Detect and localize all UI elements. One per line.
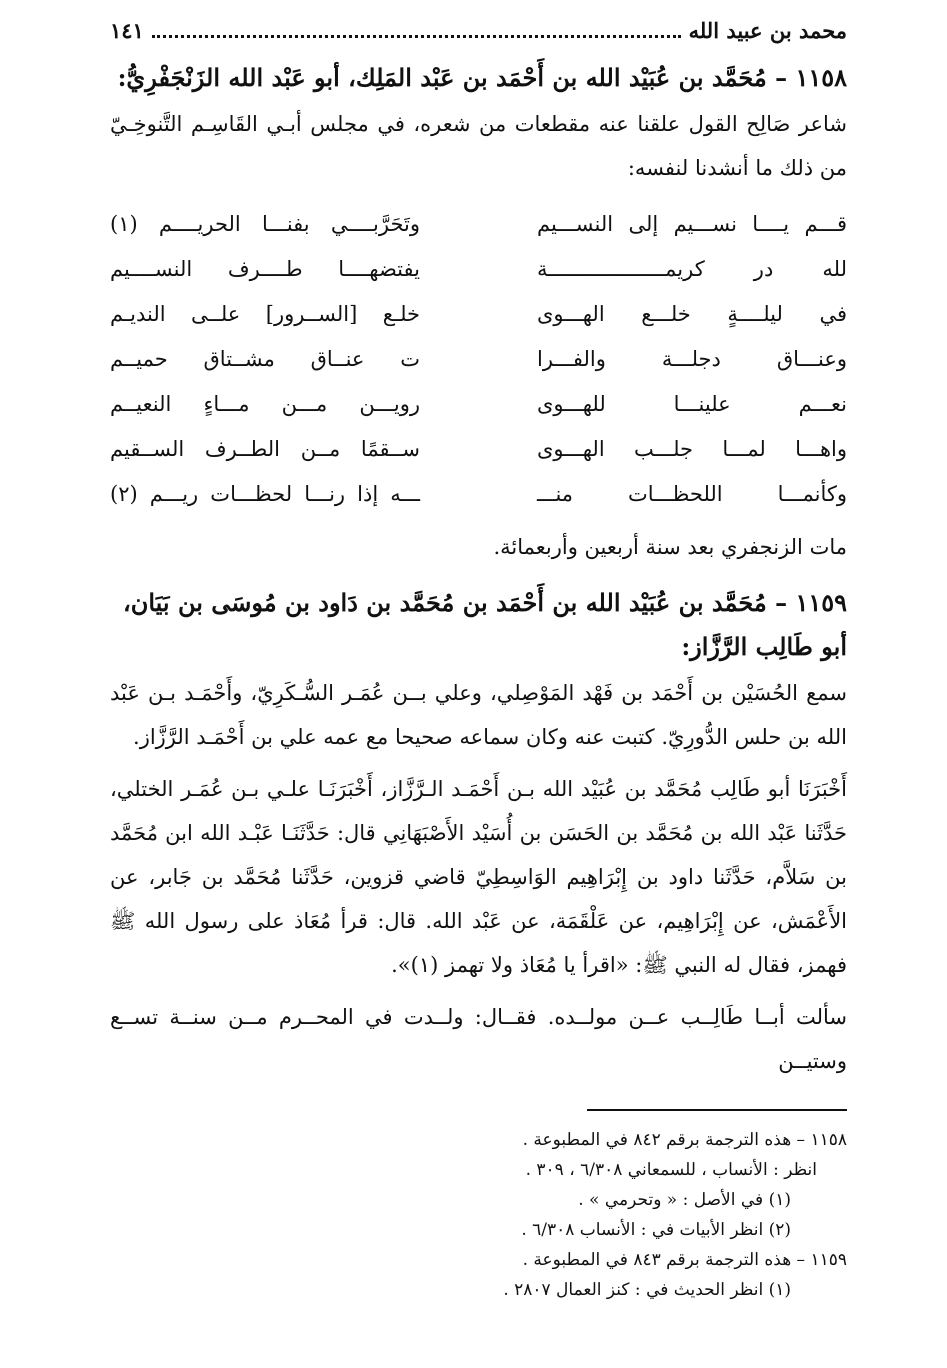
entry-1158-death-note: مات الزنجفري بعد سنة أربعين وأربعمائة. [493,535,847,559]
verse-5 [110,382,847,427]
verse-first-hemistich: وكأنمـــا اللحظـــات منـــ [537,482,847,506]
verse-second-hemistich: ت عنــاق مشــتاق حميــم [110,347,420,371]
verse-second-hemistich: ـــه إذا رنـــا لحظـــات ريـــم (٢) [110,482,420,506]
entry-1158-intro: شاعر صَالِح القول علقنا عنه مقطعات من شعره، في مجلس أبـي القَاسِـم التَّنوخِـيّ من ذلك ما أنشدنا لنفسه: [110,112,847,180]
footnotes [110,1109,847,1305]
verse-6 [110,427,847,472]
footnote: (١) انظر الحديث في : كنز العمال ٢٨٠٧ . [503,1280,791,1300]
footnote: ١١٥٩ – هذه الترجمة برقم ٨٤٣ في المطبوعة . [522,1250,847,1270]
verse-first-hemistich: في ليلــــةٍ خلـــع الهـــوى [537,302,847,326]
verse-3 [110,292,847,337]
running-title: محمد بن عبيد الله [688,18,847,43]
verse-7 [110,472,847,517]
footnote: (١) في الأصل : « وتحرمي » . [578,1190,791,1210]
footnote: (٢) انظر الأبيات في : الأنساب ٦/٣٠٨ . [521,1220,791,1240]
footnote-rule [587,1109,847,1111]
verse-second-hemistich: يفتضهــــا طــــرف النســــيم [110,257,420,281]
page-number: ١٤١ [110,18,144,43]
verse-second-hemistich: خلـع [الســرور] علــى النديـم [110,302,420,326]
entry-1158-title: ١١٥٨ – مُحَمَّد بن عُبَيْد الله بن أَحْمَد بن عَبْد المَلِك، أبو عَبْد الله الزَنْجَفْرِيُّ: [117,63,847,92]
verse-first-hemistich: وعنـــاق دجلـــة والفـــرا [537,347,847,371]
verse-first-hemistich: نعـــم علينـــا للهـــوى [537,392,847,416]
entry-1159-title: ١١٥٩ – مُحَمَّد بن عُبَيْد الله بن أَحْمَد بن مُحَمَّد بن دَاود بن مُوسَى بن بَيَان، أبو طَالِب الرَّزَّاز: [122,588,847,661]
verse-2 [110,247,847,292]
verse-first-hemistich: لله در كريمـــــــــــــــــــة [537,257,847,281]
verse-second-hemistich: ســقمًا مــن الطــرف الســقيم [110,437,420,461]
verse-4 [110,337,847,382]
running-head [110,18,847,52]
spacer [110,569,847,577]
spacer [110,987,847,995]
entry-1159-paragraph-3: سألت أبــا طَالِــب عــن مولــده. فقــال: ولــدت في المحــرم مــن سنــة تســع وستيــن [110,1005,847,1073]
verse-first-hemistich: قـــم يــــا نســـيم إلى النســـيم [537,212,847,236]
verse-1 [110,202,847,247]
spacer [110,759,847,767]
entry-1159-paragraph-2: أَخْبَرَنَا أبو طَالِب مُحَمَّد بن عُبَيْد الله بـن أَحْمَـد الـرَّزَّاز، أَخْبَرَنَـا علـي بـن عُمَـر الختلي، حَدَّثَنا عَبْد الله بن مُحَمَّد بن الحَسَن بن أُسَيْد الأَصْبَهَانِي قال: حَدَّثَنَـا عَبْـد الله ابن مُحَمَّد بن سَلاَّم، حَدَّثَنا داود بن إِبْرَاهِيم الوَاسِطِيّ قاضي قزوين، حَدَّثَنا مُحَمَّد بن جَابر، عن الأَعْمَش، عن إِبْرَاهِيم، عن عَلْقَمَة، عن عَبْد الله. قال: قرأ مُعَاذ على رسول الله ﷺ فهمز، فقال له النبي ﷺ: «اقرأ يا مُعَاذ ولا تهمز (١)». [110,777,847,977]
verse-second-hemistich: رويـــن مـــن مـــاءٍ النعيــم [110,392,420,416]
entry-1159-paragraph-1: سمع الحُسَيْن بن أَحْمَد بن فَهْد المَوْصِلي، وعلي بــن عُمَـر السُّـكَرِيّ، وأَحْمَـد بـن عَبْد الله بن حلس الدُّورِيّ. كتبت عنه وكان سماعه صحيحا مع عمه علي بن أَحْمَـد الرَّزَّاز. [110,681,847,749]
verse-first-hemistich: واهـــا لمـــا جلـــب الهـــوى [537,437,847,461]
footnote: انظر : الأنساب ، للسمعاني ٦/٣٠٨ ، ٣٠٩ . [525,1160,817,1180]
poem [110,202,847,517]
leader-dots [152,23,681,38]
verse-second-hemistich: وتَحَرَّبــــي بفنـــا الحريــــم (١) [110,212,420,236]
footnote: ١١٥٨ – هذه الترجمة برقم ٨٤٢ في المطبوعة . [522,1130,847,1150]
